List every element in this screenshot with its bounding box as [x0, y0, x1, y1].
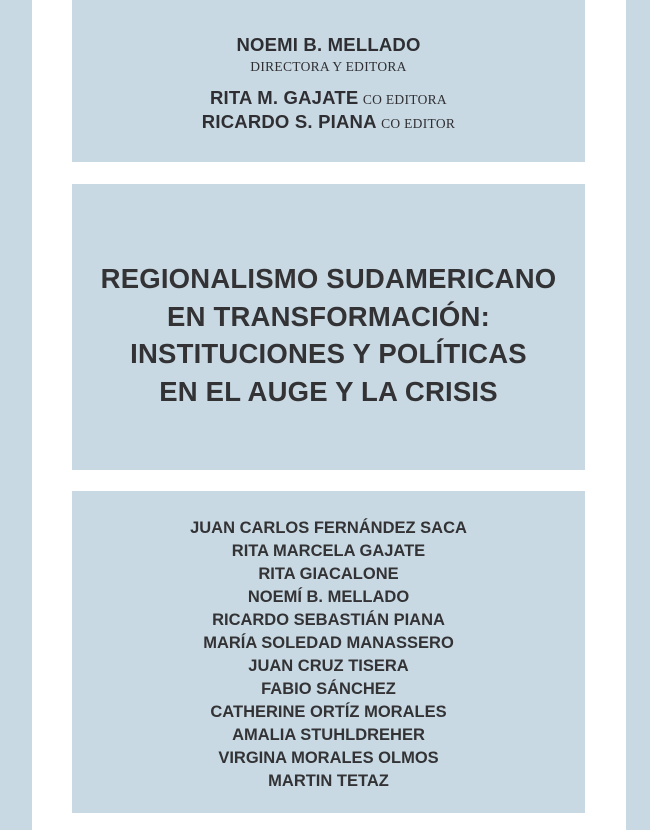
title-line: EN EL AUGE Y LA CRISIS: [159, 375, 498, 407]
author-name: JUAN CRUZ TISERA: [248, 657, 409, 675]
director-role-line: [72, 58, 585, 75]
director-name: NOEMI B. MELLADO: [236, 34, 421, 55]
title-line: REGIONALISMO SUDAMERICANO: [100, 263, 557, 294]
author-name: RICARDO SEBASTIÁN PIANA: [212, 611, 445, 629]
coeditor-line: [72, 87, 585, 111]
coeditor-name: RICARDO S. PIANA: [201, 111, 377, 132]
author-name: FABIO SÁNCHEZ: [261, 680, 396, 698]
editors-panel: [72, 0, 585, 162]
right-border-strip: [626, 0, 650, 830]
title-line: EN TRANSFORMACIÓN:: [167, 300, 490, 332]
author-name: RITA GIACALONE: [258, 565, 399, 583]
author-name: AMALIA STUHLDREHER: [232, 726, 425, 744]
editors-block: [72, 34, 585, 135]
left-border-strip: [0, 0, 32, 830]
author-name: CATHERINE ORTÍZ MORALES: [210, 703, 447, 721]
title-panel: [72, 184, 585, 470]
book-title: [72, 260, 585, 410]
coeditor-role: CO EDITORA: [362, 92, 447, 107]
director-role: DIRECTORA Y EDITORA: [250, 59, 407, 74]
authors-list: [72, 517, 585, 793]
coeditor-name: RITA M. GAJATE: [210, 87, 359, 108]
authors-panel: [72, 491, 585, 813]
coeditor-role: CO EDITOR: [381, 116, 456, 131]
author-name: VIRGINA MORALES OLMOS: [218, 749, 439, 767]
coeditor-line: [72, 111, 585, 135]
author-name: JUAN CARLOS FERNÁNDEZ SACA: [190, 519, 467, 537]
title-line: INSTITUCIONES Y POLÍTICAS: [130, 338, 527, 369]
author-name: MARTIN TETAZ: [268, 772, 389, 790]
author-name: RITA MARCELA GAJATE: [231, 542, 426, 560]
author-name: NOEMÍ B. MELLADO: [247, 588, 410, 606]
author-name: MARÍA SOLEDAD MANASSERO: [203, 634, 454, 652]
director-line: [72, 34, 585, 58]
